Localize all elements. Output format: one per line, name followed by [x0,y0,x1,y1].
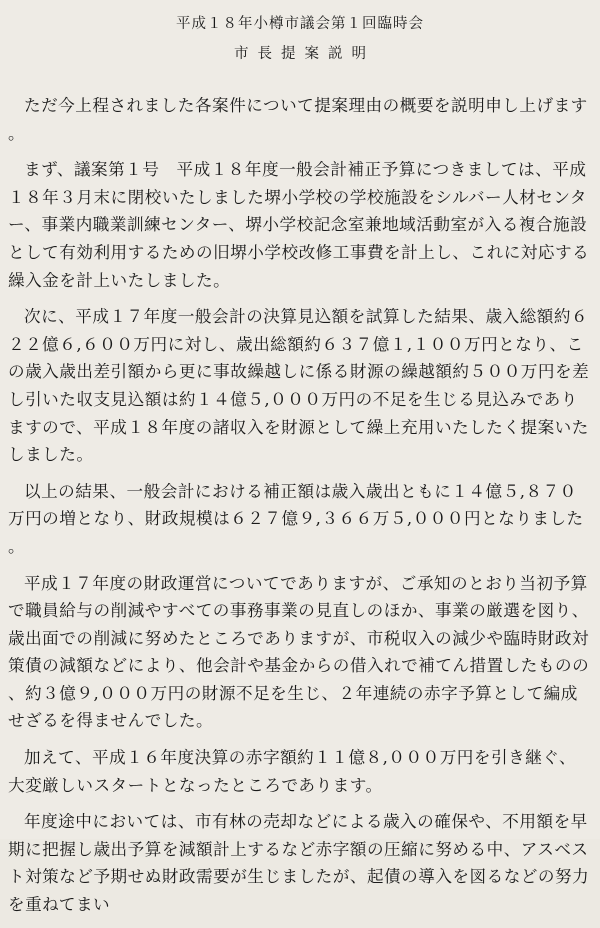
paragraph-midyear: 年度途中においては、市有林の売却などによる歳入の確保や、不用額を早期に把握し歳出予算を減額計上するなど赤字額の圧縮に努める中、アスベスト対策など予期せぬ財政需要が生じましたが、起債の導入を図るなどの努力を重ねてまい [8,812,590,915]
paragraph-bill-1: まず、議案第１号 平成１８年度一般会計補正予算につきましては、平成１８年３月末に閉校いたしました堺小学校の学校施設をシルバー人材センター、事業内職業訓練センター、堺小学校記念室兼地域活動室が入る複合施設として有効利用するための旧堺小学校改修工事費を計上し、これに対応する繰入金を計上いたしました。 [8,160,590,290]
paragraph-result: 以上の結果、一般会計における補正額は歳入歳出ともに１４億５,８７０万円の増となり、財政規模は６２７億９,３６６万５,０００円となりました。 [8,481,584,556]
document-subtitle: 市長提案説明 [234,46,375,62]
paragraph-previous-deficit: 加えて、平成１６年度決算の赤字額約１１億８,０００万円を引き継ぐ、大変厳しいスタートとなったところであります。 [8,748,577,795]
paragraph-fiscal-management: 平成１７年度の財政運営についてでありますが、ご承知のとおり当初予算で職員給与の削減やすべての事務事業の見直しのほか、事業の厳選を図り、歳出面での削減に努めたところでありますが、市税収入の減少や臨時財政対策債の減額などにより、他会計や基金からの借入れで補てん措置したものの、約３億９,０００万円の財源不足を生じ、２年連続の赤字予算として編成せざるを得ませんでした。 [8,573,590,731]
paragraph-intro: ただ今上程されました各案件について提案理由の概要を説明申し上げます。 [8,96,588,143]
document-title: 平成１８年小樽市議会第１回臨時会 [176,16,424,32]
paragraph-settlement-estimate: 次に、平成１７年度一般会計の決算見込額を試算した結果、歳入総額約６２２億６,６００万円に対し、歳出総額約６３７億１,１００万円となり、この歳入歳出差引額から更に事故繰越しに係る財源の繰越額約５００万円を差し引いた収支見込額は約１４億５,０００万円の不足を生じる見込みでありますので、平成１８年度の諸収入を財源として繰上充用いたしたく提案いたしました。 [8,307,590,465]
document-body [8,92,592,928]
